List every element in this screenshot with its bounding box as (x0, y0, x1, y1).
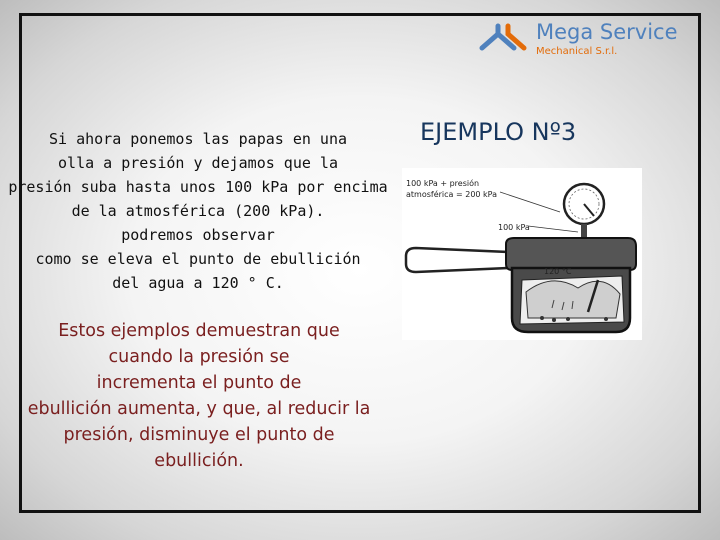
mega-service-logo-icon (478, 22, 530, 54)
paragraph-line: incrementa el punto de (96, 373, 302, 393)
paragraph-line: ebullición. (154, 451, 244, 471)
potatoes-in-water (526, 281, 620, 318)
paragraph-line: ebullición aumenta, y que, al reducir la (27, 399, 371, 419)
paragraph-line: podremos observar (121, 226, 275, 244)
paragraph-line: Estos ejemplos demuestran que (58, 321, 340, 341)
slide-title: EJEMPLO Nº3 (420, 118, 577, 146)
pot-handle (406, 248, 508, 272)
paragraph-line: cuando la presión se (108, 347, 290, 367)
figure-label-pressure-line1: 100 kPa + presión (406, 179, 480, 188)
explanation-paragraph (8, 127, 388, 295)
paragraph-line: como se eleva el punto de ebullición (35, 250, 361, 268)
figure-label-gauge: 100 kPa (498, 223, 530, 232)
paragraph-line: Si ahora ponemos las papas en una (48, 130, 347, 148)
paragraph-line: presión suba hasta unos 100 kPa por encima (8, 178, 388, 196)
pressure-cooker-figure (402, 168, 642, 340)
paragraph-line: de la atmosférica (200 kPa). (71, 202, 325, 220)
company-logo (478, 20, 698, 60)
figure-label-pressure-line2: atmosférica = 200 kPa (406, 190, 498, 199)
logo-tagline: Mechanical S.r.l. (536, 46, 618, 57)
paragraph-line: del agua a 120 ° C. (112, 274, 284, 292)
pressure-cooker-illustration (402, 168, 642, 340)
figure-label-temperature: 120 °C (544, 267, 572, 276)
paragraph-line: presión, disminuye el punto de (63, 425, 335, 445)
paragraph-line: olla a presión y dejamos que la (58, 154, 338, 172)
logo-brand-text: Mega Service (536, 20, 678, 44)
conclusion-paragraph (4, 318, 394, 474)
